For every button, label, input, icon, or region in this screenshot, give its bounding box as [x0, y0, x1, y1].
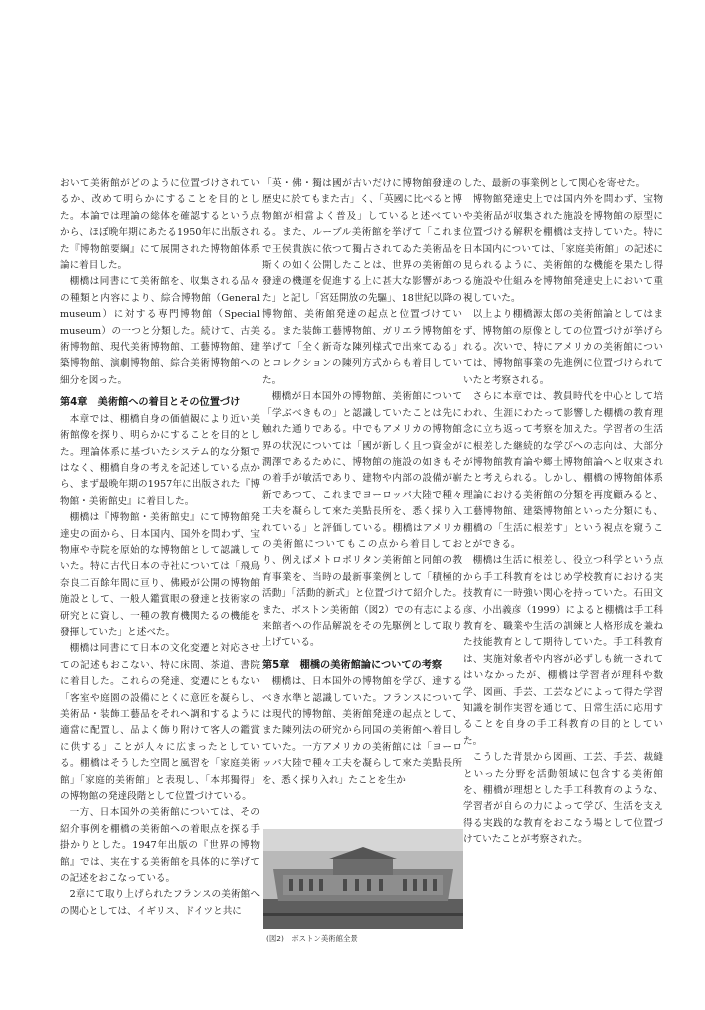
- paragraph: 棚橋が日本国外の博物館、美術館について「学ぶべきもの」と認識していたことは先に触れた通りである。中でもアメリカの博物館界の状況については「國が新しく且つ資金が潤澤であるために、博物館の施設の如きもその着手が敏活であり、建物や内部の設備が嶄新であつて、これまでヨーロッパ大陸で種々工夫を凝らして來た美點長所を、悉く採り入れている」と評価している。棚橋はアメリカの美術館についてもこの点から着目しており、例えばメトロポリタン美術館と同館の教育事業を、当時の最新事業例として「積極的活動」「活動的新式」と位置づけて紹介した。また、ボストン美術館（図2）での有志による来館者への作品解説をその先駆例として取り上げている。: [262, 391, 462, 649]
- figure-caption: (図2) ボストン美術館全景: [266, 934, 358, 943]
- paragraph: 棚橋は『博物館・美術館史』にて博物館発達史の面から、日本国内、国外を問わず、宝物庫や寺院を原始的な博物館として認識していた。特に古代日本の寺社については「飛鳥奈良二百餘年間に亘り、佛殿が公開の博物館施設として、一般人鑑賞眼の發達と技術家の研究とに資し、一種の教育機関たるの機能を發揮していた」と述べた。: [60, 512, 260, 638]
- chapter-5-heading: 第5章 棚橋の美術館論についての考察: [262, 659, 443, 671]
- paragraph: 棚橋は、日本国外の博物館を学び、達するべき水準と認識していた。フランスについては現代的博物館、美術館発達の起点として、また陳列法の研究から同国の美術館へ着目していた。一方アメリカの美術館には「ヨーロッパ大陸で種々工夫を凝らして來た美點長所を、悉く採り入れ」たことを生か: [262, 676, 462, 786]
- paragraph: 棚橋は同書にて美術館を、収集される品々の種類と内容により、綜合博物館（General museum）に対する専門博物館（Special museum）の一つと分類した。続けて、古美術博物館、現代美術博物館、工藝博物館、建築博物館、演劇博物館、綜合美術博物館への細分を図った。: [60, 276, 260, 386]
- paragraph: おいて美術館がどのように位置づけされているか、改めて明らかにすることを目的とした。本論では理論の総体を確認するという点から、ほぼ晩年期にあたる1950年に出版された『博物館要綱』にて展開された博物館体系論に着目した。: [60, 178, 260, 272]
- text-column-2: [262, 176, 462, 789]
- paragraph: 一方、日本国外の美術館については、その紹介事例を棚橋の美術館への着眼点を探る手掛かりとした。1947年出版の『世界の博物館』では、実在する美術館を具体的に挙げての記述をおこなっている。: [60, 807, 260, 885]
- paragraph: 博物館発達史上では国内外を問わず、宝物や美術品が収集された施設を博物館の原型に位置づける解釈を棚橋は支持していた。特に日本国内については、「家庭美術館」の記述に見られるように、美術館的な機能を果たし得る施設や仕組みを博物館発達史上において重視していた。: [463, 194, 663, 304]
- text-column-3: [463, 176, 663, 849]
- chapter-4-heading: 第4章 美術館への着目とその位置づけ: [60, 397, 241, 409]
- text-column-1: [60, 176, 260, 920]
- paragraph: 「英・佛・獨は國が古いだけに博物館發達の歴史に於てもまた古」く、「英國に比べると博物館が相當よく普及」していると述べている。また、ルーブル美術館を挙げて「これまで王侯貴族に依つて獨占されてゐた美術品を斯くの如く公開したことは、世界の美術館の發達の機運を促進する上に甚大な影響があつた」と記し「宮廷開放の先驅」、18世紀以降の博物館、美術館発達の起点と位置づけている。また装飾工藝博物館、ガリエラ博物館を挙げて「全く新奇な陳列様式で出來てゐる」とコレクションの陳列方式からも着目していた。: [262, 178, 462, 386]
- paragraph: さらに本章では、教員時代を中心として培われ、生涯にわたって影響した棚橋の教育理念に立ち返って考察を加えた。学習者の生活に根差した継続的な学びへの志向は、大部分が博物館教育論や郷土博物館論へと収束されたと考えられる。しかし、棚橋の博物館体系理論における美術館の分類を再度顧みると、工藝博物館、建築博物館といった分類にも、棚橋の「生活に根差す」という視点を窺うことができる。: [463, 391, 663, 550]
- paragraph: こうした背景から図画、工芸、手芸、裁縫といった分野を活動領域に包含する美術館を、棚橋が理想とした手工科教育のような、学習者が自らの力によって学び、生活を支え得る実践的な教育をおこなう場として位置づけていたことが考察された。: [463, 752, 663, 846]
- boston-museum-photo: [263, 829, 463, 929]
- paragraph: 2章にて取り上げられたフランスの美術館への関心としては、イギリス、ドイツと共に: [60, 889, 260, 917]
- paragraph: 棚橋は生活に根差し、役立つ科学という点から手工科教育をはじめ学校教育における実技教育に一時強い関心を持っていた。石田文彦、小出義彦（1999）によると棚橋は手工科教育を、職業や生活の訓練と人格形成を兼ねた技能教育として期待していた。手工科教育は、実施対象者や内容が必ずしも統一されてはいなかったが、棚橋は学習者が理科や数学、図画、手芸、工芸などによって得た学習知識を制作実習を通じて、日常生活に応用することを自身の手工科教育の目的としていた。: [463, 555, 663, 747]
- paragraph: した、最新の事業例として関心を寄せた。: [463, 178, 646, 189]
- paragraph: 以上より棚橋源太郎の美術館論としてはまず、博物館の原像としての位置づけが挙げられる。次いで、特にアメリカの美術館については、博物館事業の先進例に位置づけられていたと考察される。: [463, 309, 663, 386]
- museum-building-illustration: [263, 829, 463, 929]
- paragraph: 棚橋は同書にて日本の文化変遷と対応させての記述もおこない、特に床間、茶道、書院に着目した。これらの発達、変遷にともない「客室や庭園の設備にとくに意匠を凝らし、美術品・装飾工藝品をそれへ調和するように適當に配置し、品よく飾り附けて客人の鑑賞に供する」ことが人々に広まったとしている。棚橋はそうした空間と風習を「家庭美術館」「家庭的美術館」と表現し、「本邦獨得」の博物館の発達段階として位置づけている。: [60, 643, 260, 803]
- paragraph: 本章では、棚橋自身の価値観により近い美術館像を探り、明らかにすることを目的とした。理論体系に基づいたシステム的な分類ではなく、棚橋自身の考えを記述している点から、まず最晩年期の1957年に出版された『博物館・美術館史』に着目した。: [60, 413, 260, 507]
